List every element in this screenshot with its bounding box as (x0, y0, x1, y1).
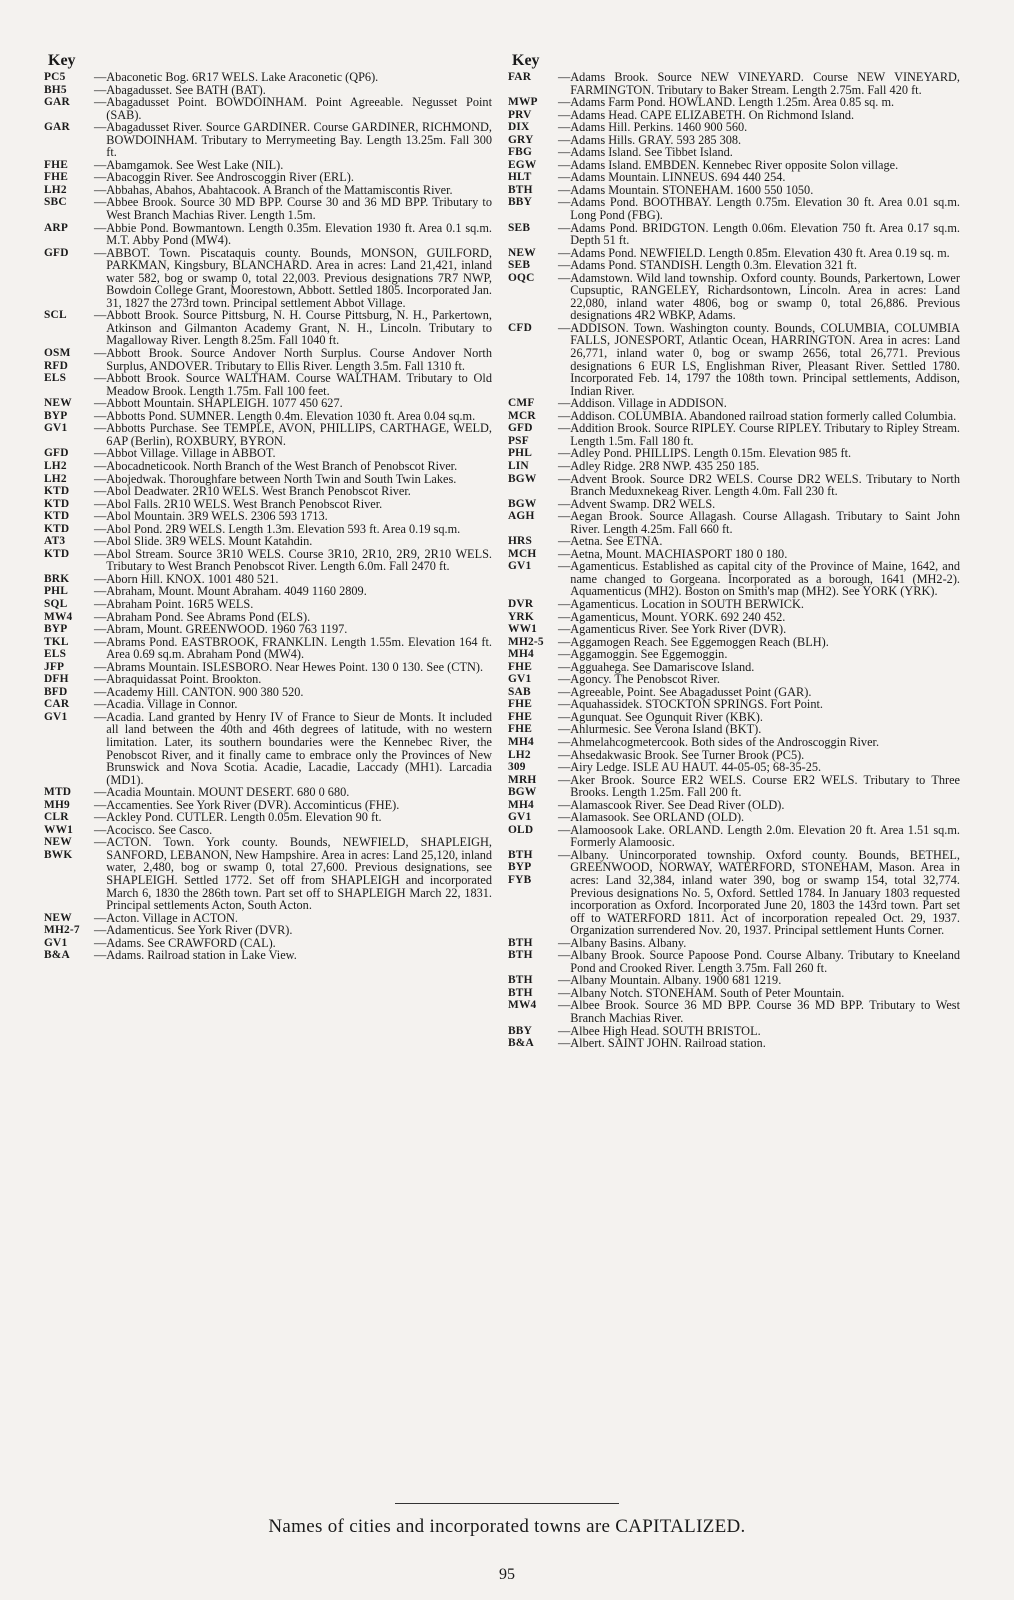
entry-text: —Adams Brook. Source NEW VINEYARD. Course NEW VINEYARD, FARMINGTON. Tributary to Baker Stream. Length 2.75m. Fall 420 ft. (558, 70, 960, 97)
key-code: OLD (508, 823, 534, 836)
key-code: ELS (44, 372, 67, 385)
entry-text: —Abbott Mountain. SHAPLEIGH. 1077 450 627. (94, 396, 343, 411)
key-code: CAR (44, 698, 70, 711)
key-code: BH5 (44, 83, 67, 96)
entry-text: —Adams. See CRAWFORD (CAL). (94, 935, 276, 950)
gazetteer-entry (44, 924, 492, 937)
entry-text: —Adams Pond. STANDISH. Length 0.3m. Elevation 321 ft. (558, 258, 857, 273)
key-code: FBG (508, 146, 533, 159)
key-code: MW4 (508, 999, 537, 1012)
key-code: MH4 (508, 648, 534, 661)
left-column (44, 52, 492, 962)
entry-text: —Agunquat. See Ogunquit River (KBK). (558, 709, 763, 724)
key-code: MWP (508, 96, 538, 109)
entry-text: —Ahmelahcogmetercook. Both sides of the Androscoggin River. (558, 734, 880, 749)
gazetteer-entry (508, 673, 960, 686)
entry-text: —Abojedwak. Thoroughfare between North Twin and South Twin Lakes. (94, 471, 457, 486)
entry-text: —Adams Mountain. LINNEUS. 694 440 254. (558, 170, 786, 185)
entry-text: —Abbahas, Abahos, Abahtacook. A Branch of the Mattamiscontis River. (94, 182, 453, 197)
key-code: NEW (508, 246, 536, 259)
gazetteer-entry (44, 949, 492, 962)
entry-text: —ACTON. Town. York county. Bounds, NEWFIELD, SHAPLEIGH, SANFORD, LEBANON, New Hampshire. Area in acres: Land 25,120, inland water, 2,480, bog or swamp 0, total 27,600. Previous designations, see SHAPLEIGH. Settled 1772. Set off from SHAPLEIGH and incorporated March 6, 1830 the 286th town. Part set off to SHAPLEIGH March 22, 1831. Principal settlements Acton, South Acton. (94, 835, 492, 913)
gazetteer-entry (44, 485, 492, 498)
entry-text: —Adams Farm Pond. HOWLAND. Length 1.25m. Area 0.85 sq. m. (558, 95, 895, 110)
key-code: CLR (44, 811, 69, 824)
key-code: JFP (44, 660, 65, 673)
gazetteer-entry (44, 836, 492, 911)
entry-text: —Agguahega. See Damariscove Island. (558, 659, 755, 674)
entry-text: —Adley Ridge. 2R8 NWP. 435 250 185. (558, 458, 760, 473)
key-code: MW4 (44, 610, 73, 623)
key-code: KTD (44, 497, 70, 510)
gazetteer-entry (508, 397, 960, 410)
entry-text: —Abbott Brook. Source Pittsburg, N. H. Course Pittsburg, N. H., Parkertown, Atkinson and Gilmanton Academy Grant, N. H., Lincoln. Tributary to Magalloway River. Length 8.25m. Fall 1040 ft. (94, 308, 492, 348)
gazetteer-entry (508, 849, 960, 937)
key-code: MH9 (44, 798, 70, 811)
entry-text: —Aetna. See ETNA. (558, 534, 663, 549)
key-code: LH2 (44, 183, 67, 196)
gazetteer-entry (508, 560, 960, 598)
gazetteer-entry (44, 698, 492, 711)
gazetteer-entry (44, 347, 492, 372)
gazetteer-entry (508, 422, 960, 447)
key-code: HLT (508, 171, 532, 184)
key-code: WW1 (508, 623, 538, 636)
key-code: SEB (508, 221, 531, 234)
entry-text: —ABBOT. Town. Piscataquis county. Bounds, MONSON, GUILFORD, PARKMAN, Kingsbury, BLANCHARD. Area in acres: Land 21,421, inland water 582, bog or swamp 0, total 22,003. Previous designations 7R7 NWP, Bowdoin College Grant, Moorestown, Abbott. Settled 1805. Incorporated Jan. 31, 1827 the 273rd town. Principal settlement Abbot Village. (94, 245, 492, 310)
entry-text: —Aker Brook. Source ER2 WELS. Course ER2 WELS. Tributary to Three Brooks. Length 1.25m. Fall 200 ft. (558, 772, 960, 800)
key-code: DIX (508, 121, 530, 134)
entry-text: —Ahsedakwasic Brook. See Turner Brook (PC5). (558, 747, 805, 762)
entry-text: —Abol Slide. 3R9 WELS. Mount Katahdin. (94, 534, 313, 549)
entry-text: —Albee Brook. Source 36 MD BPP. Course 36 MD BPP. Tributary to West Branch Machias River. (558, 998, 960, 1026)
gazetteer-entry (508, 272, 960, 322)
entry-text: —Albee High Head. SOUTH BRISTOL. (558, 1023, 761, 1038)
key-code: BTH (508, 974, 533, 987)
entry-text: —Ahlurmesic. See Verona Island (BKT). (558, 722, 762, 737)
entry-text: —Aggamoggin. See Eggemoggin. (558, 647, 728, 662)
gazetteer-entry (44, 71, 492, 84)
gazetteer-entry (508, 473, 960, 498)
gazetteer-entry (44, 548, 492, 573)
key-code: LH2 (44, 472, 67, 485)
key-code: B&A (44, 949, 70, 962)
entry-text: —Academy Hill. CANTON. 900 380 520. (94, 684, 304, 699)
key-code: FHE (44, 158, 69, 171)
gazetteer-entry (508, 774, 960, 799)
entry-text: —Aggamogen Reach. See Eggemoggen Reach (BLH). (558, 634, 829, 649)
gazetteer-entry (508, 623, 960, 636)
entry-text: —Ackley Pond. CUTLER. Length 0.05m. Elevation 90 ft. (94, 810, 382, 825)
entry-text: —Abbotts Pond. SUMNER. Length 0.4m. Elevation 1030 ft. Area 0.04 sq.m. (94, 408, 476, 423)
gazetteer-entry (44, 196, 492, 221)
key-code: B&A (508, 1037, 534, 1050)
gazetteer-entry (44, 811, 492, 824)
key-code: OSM RFD (44, 347, 71, 372)
entry-text: —Acadia. Land granted by Henry IV of France to Sieur de Monts. It included all land between the 40th and 46th degrees of latitude, with no western limitation. Later, its southern boundaries were the Kennebec River, the Penobscot River, and it finally came to embrace only the Provinces of New Brunswick and Nova Scotia. Acadie, Lacadie, Laccady (MH1). Larcadia (MD1). (94, 709, 492, 787)
key-code: SCL (44, 309, 67, 322)
key-code: SQL (44, 597, 68, 610)
key-code: SAB (508, 685, 531, 698)
key-code: BTH (508, 986, 533, 999)
entry-text: —Alamasook. See ORLAND (OLD). (558, 810, 745, 825)
entry-text: —Abraham Point. 16R5 WELS. (94, 596, 254, 611)
key-code: MCR (508, 409, 536, 422)
gazetteer-entry (44, 309, 492, 347)
entry-text: —Acadia Mountain. MOUNT DESERT. 680 0 680. (94, 785, 350, 800)
key-code: NEW BWK (44, 836, 73, 861)
entry-text: —Adams Pond. BRIDGTON. Length 0.06m. Elevation 750 ft. Area 0.17 sq.m. Depth 51 ft. (558, 220, 960, 248)
entry-text: —ADDISON. Town. Washington county. Bounds, COLUMBIA, COLUMBIA FALLS, JONESPORT, Atlantic Ocean, HARRINGTON. Area in acres: Land 26,771, inland water 0, bog or swamp 2656, total 26,771. Previous designations 6 EUR LS, Englishman River, Pleasant River. Settled 1780. Incorporated Feb. 14, 1797 the 108th town. Principal settlements, Addison, Indian River. (558, 320, 960, 398)
column-header: Key (48, 52, 76, 69)
right-column (508, 52, 960, 1050)
key-code: EGW (508, 158, 537, 171)
key-code: OQC (508, 271, 535, 284)
key-code: BGW (508, 497, 537, 510)
column-header: Key (512, 52, 540, 69)
entry-text: —Abagadusset River. Source GARDINER. Course GARDINER, RICHMOND, BOWDOINHAM. Tributary to Merrymeeting Bay. Length 13.25m. Fall 300 ft. (94, 120, 492, 160)
entry-text: —Abol Pond. 2R9 WELS. Length 1.3m. Elevation 593 ft. Area 0.19 sq.m. (94, 521, 461, 536)
gazetteer-entry (44, 636, 492, 661)
entry-text: —Adamenticus. See York River (DVR). (94, 923, 293, 938)
key-code: MH4 (508, 735, 534, 748)
key-code: FHE (508, 660, 533, 673)
key-code: BRK (44, 572, 70, 585)
key-code: LH2 (44, 459, 67, 472)
entry-text: —Abbotts Purchase. See TEMPLE, AVON, PHILLIPS, CARTHAGE, WELD, 6AP (Berlin), ROXBURY, BYRON. (94, 421, 492, 448)
key-code: GV1 (508, 673, 532, 686)
entry-text: —Adams Mountain. STONEHAM. 1600 550 1050. (558, 182, 814, 197)
entry-text: —Adams Hill. Perkins. 1460 900 560. (558, 120, 748, 135)
entry-text: —Albany Brook. Source Papoose Pond. Course Albany. Tributary to Kneeland Pond and Crooked River. Length 3.75m. Fall 260 ft. (558, 948, 960, 975)
key-code: GFD PSF (508, 422, 533, 447)
key-code: 309 (508, 761, 526, 774)
entry-text: —Adley Pond. PHILLIPS. Length 0.15m. Elevation 985 ft. (558, 446, 852, 461)
key-code: GV1 (508, 811, 532, 824)
key-code: BFD (44, 685, 68, 698)
key-code: GFD (44, 447, 69, 460)
key-code: PRV (508, 108, 532, 121)
key-code: GV1 (508, 560, 532, 573)
key-code: AT3 (44, 535, 66, 548)
gazetteer-entry (508, 96, 960, 109)
gazetteer-entry (44, 460, 492, 473)
entry-text: —Addison. COLUMBIA. Abandoned railroad station formerly called Columbia. (558, 408, 957, 423)
key-code: GRY (508, 133, 534, 146)
key-code: DFH (44, 673, 69, 686)
key-code: GV1 (44, 422, 68, 435)
gazetteer-entry (44, 222, 492, 247)
key-code: YRK (508, 610, 534, 623)
key-code: BBY (508, 196, 533, 209)
key-code: MH2-5 (508, 635, 544, 648)
key-code: GAR (44, 121, 70, 134)
entry-text: —Aegan Brook. Source Allagash. Course Allagash. Tributary to Saint John River. Length 4.25m. Fall 660 ft. (558, 509, 960, 536)
key-code: PC5 (44, 71, 66, 83)
key-code: MH4 (508, 798, 534, 811)
gazetteer-entry (508, 222, 960, 247)
gazetteer-entry (44, 422, 492, 447)
key-code: MTD (44, 786, 72, 799)
key-code: KTD (44, 510, 70, 523)
gazetteer-entry (508, 1037, 960, 1050)
key-code: SEB (508, 259, 531, 272)
key-code: KTD (44, 485, 70, 498)
entry-text: —Adams Island. See Tibbet Island. (558, 145, 733, 160)
key-code: BGW (508, 472, 537, 485)
gazetteer-entry (508, 259, 960, 272)
gazetteer-entry (44, 121, 492, 159)
gazetteer-entry (44, 786, 492, 799)
key-code: BYP (44, 409, 68, 422)
key-code: LIN (508, 459, 529, 472)
page-number: 95 (499, 1566, 515, 1583)
entry-text: —Abbee Brook. Source 30 MD BPP. Course 30 and 36 MD BPP. Tributary to West Branch Machias River. Length 1.5m. (94, 195, 492, 223)
entry-text: —Advent Brook. Source DR2 WELS. Course DR2 WELS. Tributary to North Branch Meduxnekeag River. Length 4.0m. Fall 230 ft. (558, 471, 960, 499)
key-code: BTH (508, 183, 533, 196)
key-code: GAR (44, 96, 70, 109)
entry-text: —Acton. Village in ACTON. (94, 910, 238, 925)
entry-text: —Agamenticus River. See York River (DVR). (558, 622, 787, 637)
entry-text: —Albany Notch. STONEHAM. South of Peter Mountain. (558, 985, 845, 1000)
key-code: NEW (44, 911, 72, 924)
entry-text: —Addition Brook. Source RIPLEY. Course RIPLEY. Tributary to Ripley Stream. Length 1.5m. Fall 180 ft. (558, 421, 960, 448)
key-code: HRS (508, 535, 533, 548)
entry-text: —Abamgamok. See West Lake (NIL). (94, 157, 284, 172)
entry-text: —Abacoggin River. See Androscoggin River (ERL). (94, 170, 354, 185)
entry-text: —Aquahassidek. STOCKTON SPRINGS. Fort Point. (558, 697, 823, 712)
key-code: MRH BGW (508, 773, 537, 799)
key-code: BTH (508, 936, 533, 949)
entry-text: —Agamenticus, Mount. YORK. 692 240 452. (558, 609, 786, 624)
entry-text: —Aetna, Mount. MACHIASPORT 180 0 180. (558, 546, 788, 561)
gazetteer-entry (44, 96, 492, 121)
gazetteer-entry (508, 949, 960, 974)
entry-text: —Alamoosook Lake. ORLAND. Length 2.0m. Elevation 20 ft. Area 1.51 sq.m. Formerly Alamoosic. (558, 822, 960, 850)
key-code: MH2-7 (44, 924, 80, 937)
gazetteer-entry (44, 623, 492, 636)
key-code: BTH (508, 949, 533, 962)
key-code: GFD (44, 246, 69, 259)
entry-text: —Adams Island. EMBDEN. Kennebec River opposite Solon village. (558, 157, 899, 172)
footer-note: Names of cities and incorporated towns are CAPITALIZED. (268, 1516, 746, 1537)
key-code: BYP (44, 623, 68, 636)
entry-text: —Abraham Pond. See Abrams Pond (ELS). (94, 609, 311, 624)
footer-rule (395, 1503, 619, 1504)
entry-text: —Agamenticus. Location in SOUTH BERWICK. (558, 596, 804, 611)
gazetteer-entry (508, 761, 960, 774)
key-code: BTH BYP FYB (508, 848, 533, 886)
gazetteer-entry (508, 648, 960, 661)
entry-list (44, 71, 492, 962)
entry-text: —Abbott Brook. Source WALTHAM. Course WALTHAM. Tributary to Old Meadow Brook. Length 1.75m. Fall 100 feet. (94, 371, 492, 398)
gazetteer-entry (508, 460, 960, 473)
key-code: PHL (44, 585, 69, 598)
gazetteer-entry (508, 71, 960, 96)
entry-text: —Aborn Hill. KNOX. 1001 480 521. (94, 571, 279, 586)
key-code: KTD (44, 522, 70, 535)
entry-text: —Abbott Brook. Source Andover North Surplus. Course Andover North Surplus, ANDOVER. Tributary to Ellis River. Length 3.5m. Fall 1310 ft. (94, 346, 492, 373)
gazetteer-entry (44, 510, 492, 523)
gazetteer-entry (508, 535, 960, 548)
entry-text: —Abol Mountain. 3R9 WELS. 2306 593 1713. (94, 509, 328, 524)
key-code: FAR (508, 71, 532, 83)
key-code: TKL ELS (44, 635, 69, 661)
entry-text: —Abocadneticook. North Branch of the West Branch of Penobscot River. (94, 458, 458, 473)
entry-text: —Adams Pond. BOOTHBAY. Length 0.75m. Elevation 30 ft. Area 0.01 sq.m. Long Pond (FBG). (558, 195, 960, 223)
entry-text: —Adams Pond. NEWFIELD. Length 0.85m. Elevation 430 ft. Area 0.19 sq. m. (558, 245, 950, 260)
entry-text: —Adams Head. CAPE ELIZABETH. On Richmond Island. (558, 107, 855, 122)
gazetteer-entry (44, 673, 492, 686)
gazetteer-entry (44, 535, 492, 548)
key-code: ARP (44, 221, 69, 234)
entry-text: —Albany Mountain. Albany. 1900 681 1219. (558, 973, 782, 988)
entry-text: —Addison. Village in ADDISON. (558, 396, 727, 411)
entry-text: —Abagadusset. See BATH (BAT). (94, 82, 266, 97)
key-code: PHL (508, 447, 533, 460)
entry-text: —Abram, Mount. GREENWOOD. 1960 763 1197. (94, 622, 348, 637)
gazetteer-entry (508, 824, 960, 849)
entry-text: —Albany Basins. Albany. (558, 935, 687, 950)
key-code: WW1 (44, 823, 74, 836)
entry-list (508, 71, 960, 1050)
gazetteer-entry (44, 397, 492, 410)
gazetteer-entry (508, 146, 960, 159)
key-code: LH2 (508, 748, 531, 761)
entry-text: —Adams. Railroad station in Lake View. (94, 948, 297, 963)
key-code: DVR (508, 597, 534, 610)
entry-text: —Abol Deadwater. 2R10 WELS. West Branch Penobscot River. (94, 484, 411, 499)
gazetteer-entry (508, 698, 960, 711)
entry-text: —Abbot Village. Village in ABBOT. (94, 446, 276, 461)
entry-text: —Abrams Mountain. ISLESBORO. Near Hewes Point. 130 0 130. See (CTN). (94, 659, 484, 674)
entry-text: —Airy Ledge. ISLE AU HAUT. 44-05-05; 68-35-25. (558, 760, 822, 775)
gazetteer-entry (508, 196, 960, 221)
entry-text: —Agreeable, Point. See Abagadusset Point (GAR). (558, 684, 812, 699)
entry-text: —Agamenticus. Established as capital city of the Province of Maine, 1642, and name changed to Gorgeana. Incorporated as a borough, 1641 (MH2-2). Aquamenticus (MH2). Boston on Smith's map (MH2). See YORK (YRK). (558, 559, 960, 599)
key-code: FHE (44, 171, 69, 184)
key-code: GV1 (44, 710, 68, 723)
entry-text: —Abraham, Mount. Mount Abraham. 4049 1160 2809. (94, 584, 367, 599)
entry-text: —Advent Swamp. DR2 WELS. (558, 496, 716, 511)
key-code: KTD (44, 547, 70, 560)
gazetteer-entry (44, 372, 492, 397)
entry-text: —Acocisco. See Casco. (94, 822, 213, 837)
gazetteer-entry (44, 711, 492, 786)
key-code: CFD (508, 321, 533, 334)
key-code: AGH (508, 510, 535, 523)
key-code: BBY (508, 1024, 533, 1037)
key-code: NEW (44, 397, 72, 410)
entry-text: —Abaconetic Bog. 6R17 WELS. Lake Araconetic (QP6). (94, 70, 379, 84)
gazetteer-entry (508, 121, 960, 134)
entry-text: —Agoncy. The Penobscot River. (558, 672, 720, 687)
entry-text: —Albany. Unincorporated township. Oxford county. Bounds, BETHEL, GREENWOOD, NORWAY, WATERFORD, STONEHAM, Mason. Area in acres: Land 32,384, inland water 390, bog or swamp 154, total 32,774. Previous designations No. 5, Oxford. Settled 1784. In January 1803 requested incorporation as Oxford. Incorporated June 20, 1803 the 143rd town. Part set off to WATERFORD 1811. Act of incorporation repealed Oct. 29, 1937. Organization surrendered Nov. 20, 1937. Principal settlement Hunts Corner. (558, 847, 960, 938)
entry-text: —Albert. SAINT JOHN. Railroad station. (558, 1036, 766, 1051)
entry-text: —Adamstown. Wild land township. Oxford county. Bounds, Parkertown, Lower Cupsuptic, RANGELEY, Richardsontown, Lincoln. Area in acres: Land 22,080, inland water 4806, bog or swamp 0, total 26,886. Previous designations 4R2 WBKP, Adams. (558, 270, 960, 323)
gazetteer-entry (508, 999, 960, 1024)
key-code: FHE (508, 723, 533, 736)
entry-text: —Abrams Pond. EASTBROOK, FRANKLIN. Length 1.55m. Elevation 164 ft. Area 0.69 sq.m. Abraham Pond (MW4). (94, 634, 492, 662)
gazetteer-entry (508, 322, 960, 397)
entry-text: —Abraquidassat Point. Brookton. (94, 672, 262, 687)
entry-text: —Accamenties. See York River (DVR). Accominticus (FHE). (94, 797, 400, 812)
gazetteer-entry (508, 598, 960, 611)
gazetteer-entry (44, 598, 492, 611)
gazetteer-entry (508, 510, 960, 535)
key-code: FHE (508, 698, 533, 711)
key-code: SBC (44, 196, 67, 209)
gazetteer-entry (508, 736, 960, 749)
entry-text: —Abagadusset Point. BOWDOINHAM. Point Agreeable. Negusset Point (SAB). (94, 95, 492, 122)
key-code: CMF (508, 397, 535, 410)
key-code: FHE (508, 710, 533, 723)
key-code: MCH (508, 547, 537, 560)
gazetteer-entry (508, 811, 960, 824)
gazetteer-entry (44, 247, 492, 310)
entry-text: —Acadia. Village in Connor. (94, 697, 238, 712)
entry-text: —Abol Stream. Source 3R10 WELS. Course 3R10, 2R10, 2R9, 2R10 WELS. Tributary to West Branch Penobscot River. Length 6.0m. Fall 2470 ft. (94, 546, 492, 574)
key-code: GV1 (44, 936, 68, 949)
entry-text: —Abol Falls. 2R10 WELS. West Branch Penobscot River. (94, 496, 383, 511)
entry-text: —Alamascook River. See Dead River (OLD). (558, 797, 785, 812)
entry-text: —Abbie Pond. Bowmantown. Length 0.35m. Elevation 1930 ft. Area 0.1 sq.m. M.T. Abby Pond (MW4). (94, 220, 492, 248)
entry-text: —Adams Hills. GRAY. 593 285 308. (558, 132, 742, 147)
